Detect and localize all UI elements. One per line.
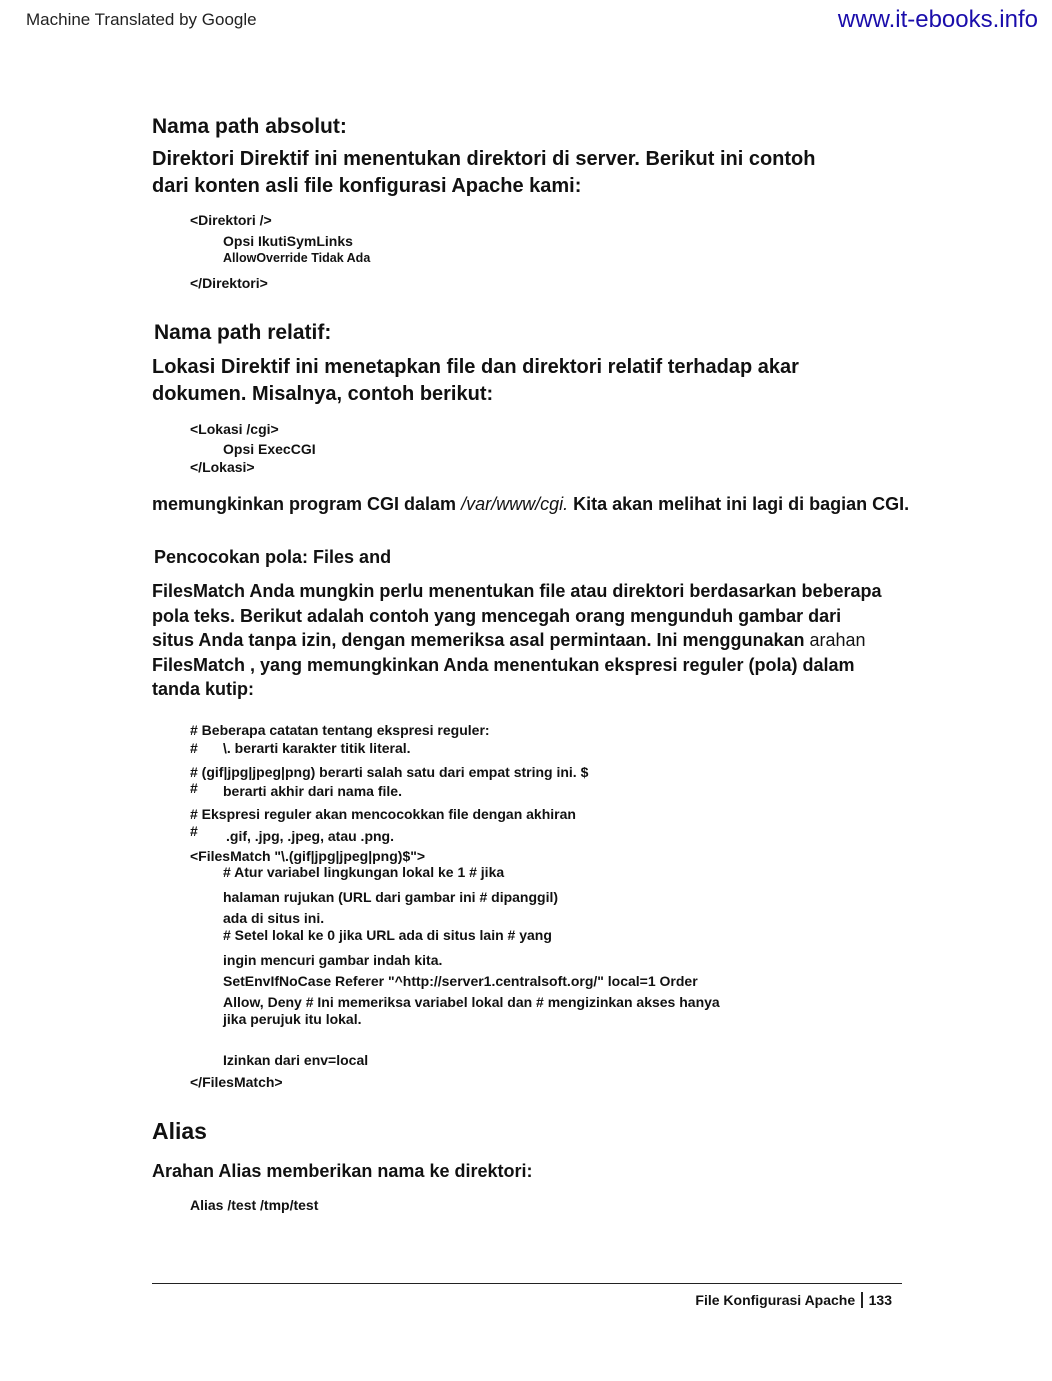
paragraph-line: Direktori Direktif ini menentukan direktori di server. Berikut ini contoh [152, 148, 816, 170]
cgi-path: /var/www/cgi. [461, 494, 569, 514]
code-line: # Beberapa catatan tentang ekspresi reguler: [190, 722, 490, 738]
code-line: # Ekspresi reguler akan mencocokkan file dengan akhiran [190, 806, 576, 822]
absolute-path-heading: Nama path absolut: [152, 115, 347, 138]
paragraph-line: Lokasi Direktif ini menetapkan file dan direktori relatif terhadap akar [152, 356, 799, 378]
relative-path-heading: Nama path relatif: [154, 321, 332, 344]
machine-translated-label: Machine Translated by Google [26, 10, 257, 29]
code-line: # [190, 823, 198, 839]
absolute-path-paragraph [152, 146, 816, 200]
relative-path-paragraph [152, 354, 799, 408]
code-line: Opsi ExecCGI [223, 441, 316, 457]
code-line: # [190, 780, 198, 796]
paragraph-line: tanda kutip: [152, 679, 254, 699]
paragraph-text: arahan [804, 630, 866, 650]
code-line: <Lokasi /cgi> [190, 421, 279, 437]
code-line: </FilesMatch> [190, 1074, 283, 1090]
pattern-matching-heading: Pencocokan pola: Files and [154, 547, 392, 567]
code-line: ingin mencuri gambar indah kita. [223, 952, 443, 968]
cgi-paragraph [152, 492, 909, 517]
paragraph-line [152, 628, 882, 653]
code-line: <FilesMatch "\.(gif|jpg|jpeg|png)$"> [190, 848, 426, 864]
code-line: <Direktori /> [190, 212, 272, 228]
code-line: # [190, 740, 198, 756]
pattern-matching-paragraph [152, 579, 882, 702]
code-line: .gif, .jpg, .jpeg, atau .png. [226, 828, 394, 844]
footer-separator [861, 1292, 863, 1308]
code-line: halaman rujukan (URL dari gambar ini # dipanggil) [223, 889, 559, 905]
paragraph-text: situs Anda tanpa izin, dengan memeriksa asal permintaan. Ini menggunakan [152, 630, 805, 650]
code-line: Opsi IkutiSymLinks [223, 233, 353, 249]
code-line: # Atur variabel lingkungan lokal ke 1 # jika [223, 864, 505, 880]
page-footer [695, 1292, 892, 1308]
footer-title: File Konfigurasi Apache [695, 1292, 856, 1308]
code-line: jika perujuk itu lokal. [223, 1011, 362, 1027]
paragraph-line: dari konten asli file konfigurasi Apache kami: [152, 175, 582, 197]
code-line: </Direktori> [190, 275, 268, 291]
code-line: berarti akhir dari nama file. [223, 783, 402, 799]
paragraph-line: FilesMatch , yang memungkinkan Anda menentukan ekspresi reguler (pola) dalam [152, 654, 855, 675]
paragraph-text: Kita akan melihat ini lagi di bagian CGI. [568, 494, 910, 514]
site-link[interactable]: www.it-ebooks.info [837, 6, 1038, 33]
paragraph-text: memungkinkan program CGI dalam [152, 494, 462, 514]
code-line: SetEnvIfNoCase Referer "^http://server1.centralsoft.org/" local=1 Order [223, 973, 698, 989]
code-line: </Lokasi> [190, 459, 255, 475]
code-line: # (gif|jpg|jpeg|png) berarti salah satu dari empat string ini. $ [190, 764, 589, 780]
code-line: \. berarti karakter titik literal. [223, 740, 411, 756]
alias-heading: Alias [152, 1118, 207, 1144]
code-line: Allow, Deny # Ini memeriksa variabel lokal dan # mengizinkan akses hanya [223, 994, 720, 1010]
code-line: AllowOverride Tidak Ada [223, 251, 371, 265]
page-number: 133 [868, 1292, 892, 1308]
footer-divider [152, 1283, 902, 1284]
code-line: Izinkan dari env=local [223, 1052, 369, 1068]
code-line: Alias /test /tmp/test [190, 1197, 319, 1213]
paragraph-line: dokumen. Misalnya, contoh berikut: [152, 383, 494, 405]
alias-paragraph: Arahan Alias memberikan nama ke direktori: [152, 1161, 533, 1181]
code-line: ada di situs ini. [223, 910, 325, 926]
paragraph-line: pola teks. Berikut adalah contoh yang mencegah orang mengunduh gambar dari [152, 605, 842, 626]
paragraph-line: FilesMatch Anda mungkin perlu menentukan file atau direktori berdasarkan beberapa [152, 581, 882, 601]
code-line: # Setel lokal ke 0 jika URL ada di situs lain # yang [223, 927, 552, 943]
